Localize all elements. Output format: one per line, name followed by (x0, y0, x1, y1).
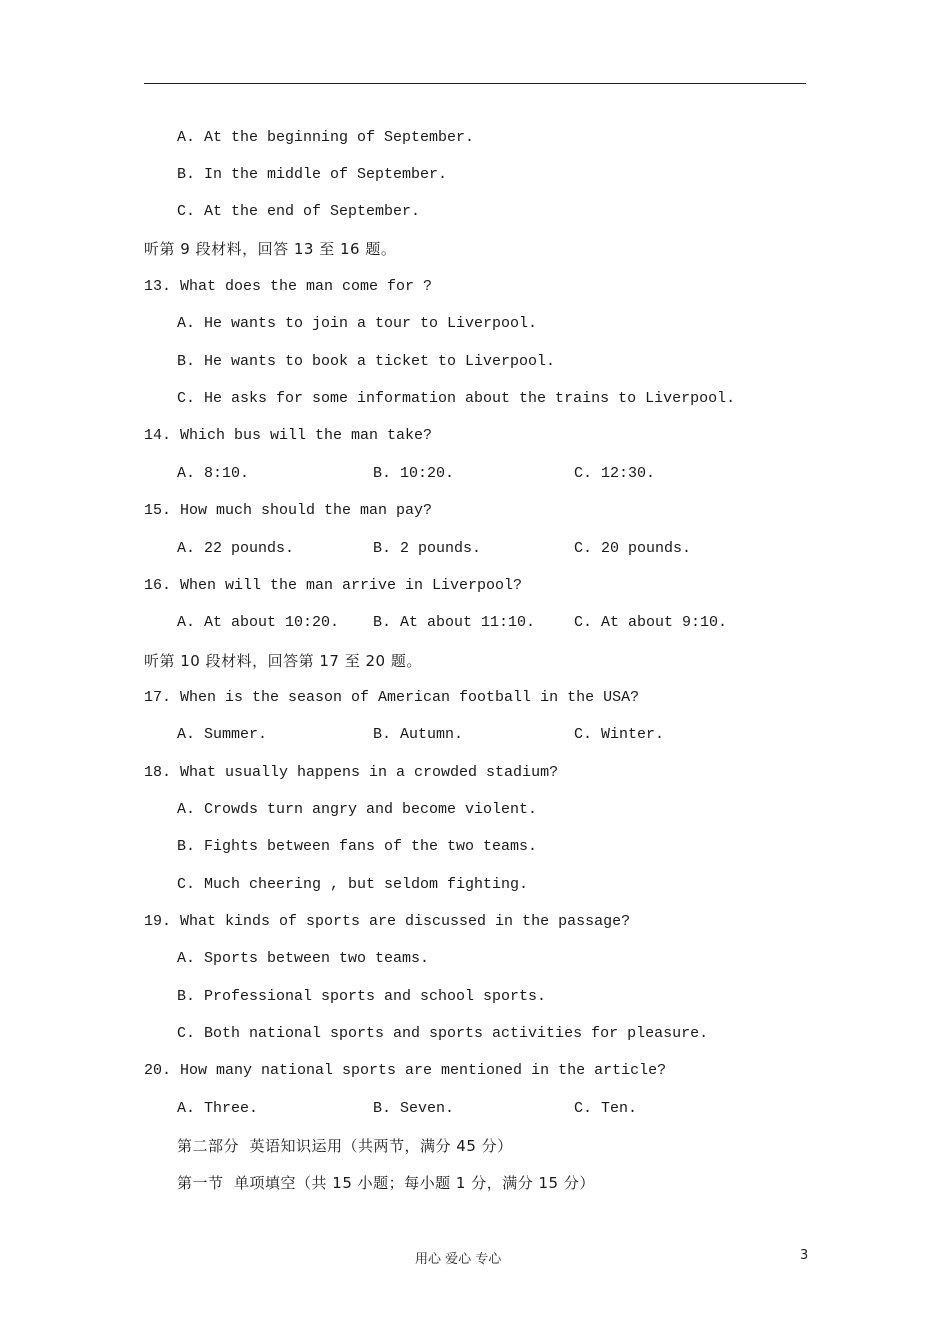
question-text: 14. Which bus will the man take? (144, 427, 433, 444)
answer-option: B. Fights between fans of the two teams. (177, 838, 538, 855)
answer-option: A. He wants to join a tour to Liverpool. (177, 315, 538, 332)
section-heading: 第一节 单项填空（共 15 小题；每小题 1 分，满分 15 分） (177, 1174, 595, 1192)
answer-option: A. At about 10:20. (177, 614, 340, 631)
answer-option: B. He wants to book a ticket to Liverpool. (177, 353, 556, 370)
section-heading: 听第 9 段材料，回答 13 至 16 题。 (144, 240, 397, 258)
question-text: 20. How many national sports are mentioned in the article? (144, 1062, 667, 1079)
answer-option: B. In the middle of September. (177, 166, 448, 183)
answer-option: C. Winter. (574, 726, 665, 743)
answer-option: B. 2 pounds. (373, 540, 482, 557)
answer-option: A. 8:10. (177, 465, 250, 482)
answer-option: A. Sports between two teams. (177, 950, 430, 967)
answer-option: C. Much cheering , but seldom fighting. (177, 876, 529, 893)
answer-option: C. At about 9:10. (574, 614, 728, 631)
answer-option: A. 22 pounds. (177, 540, 295, 557)
question-text: 13. What does the man come for ? (144, 278, 433, 295)
answer-option: A. Crowds turn angry and become violent. (177, 801, 538, 818)
question-text: 15. How much should the man pay? (144, 502, 433, 519)
answer-option: B. Professional sports and school sports. (177, 988, 547, 1005)
answer-option: A. Summer. (177, 726, 268, 743)
header-rule (144, 83, 806, 84)
question-text: 17. When is the season of American football in the USA? (144, 689, 640, 706)
answer-option: C. 20 pounds. (574, 540, 692, 557)
answer-option: A. Three. (177, 1100, 259, 1117)
answer-option: B. 10:20. (373, 465, 455, 482)
section-heading: 听第 10 段材料，回答第 17 至 20 题。 (144, 652, 422, 670)
page-number: 3 (800, 1248, 809, 1263)
answer-option: B. Autumn. (373, 726, 464, 743)
answer-option: C. 12:30. (574, 465, 656, 482)
question-text: 16. When will the man arrive in Liverpool? (144, 577, 523, 594)
answer-option: C. Both national sports and sports activities for pleasure. (177, 1025, 709, 1042)
footer-text: 用心 爱心 专心 (415, 1252, 502, 1267)
question-text: 19. What kinds of sports are discussed in the passage? (144, 913, 631, 930)
answer-option: A. At the beginning of September. (177, 129, 475, 146)
question-text: 18. What usually happens in a crowded stadium? (144, 764, 559, 781)
section-heading: 第二部分 英语知识运用（共两节，满分 45 分） (177, 1137, 513, 1155)
answer-option: B. At about 11:10. (373, 614, 536, 631)
answer-option: C. Ten. (574, 1100, 638, 1117)
answer-option: B. Seven. (373, 1100, 455, 1117)
answer-option: C. He asks for some information about the trains to Liverpool. (177, 390, 736, 407)
answer-option: C. At the end of September. (177, 203, 421, 220)
